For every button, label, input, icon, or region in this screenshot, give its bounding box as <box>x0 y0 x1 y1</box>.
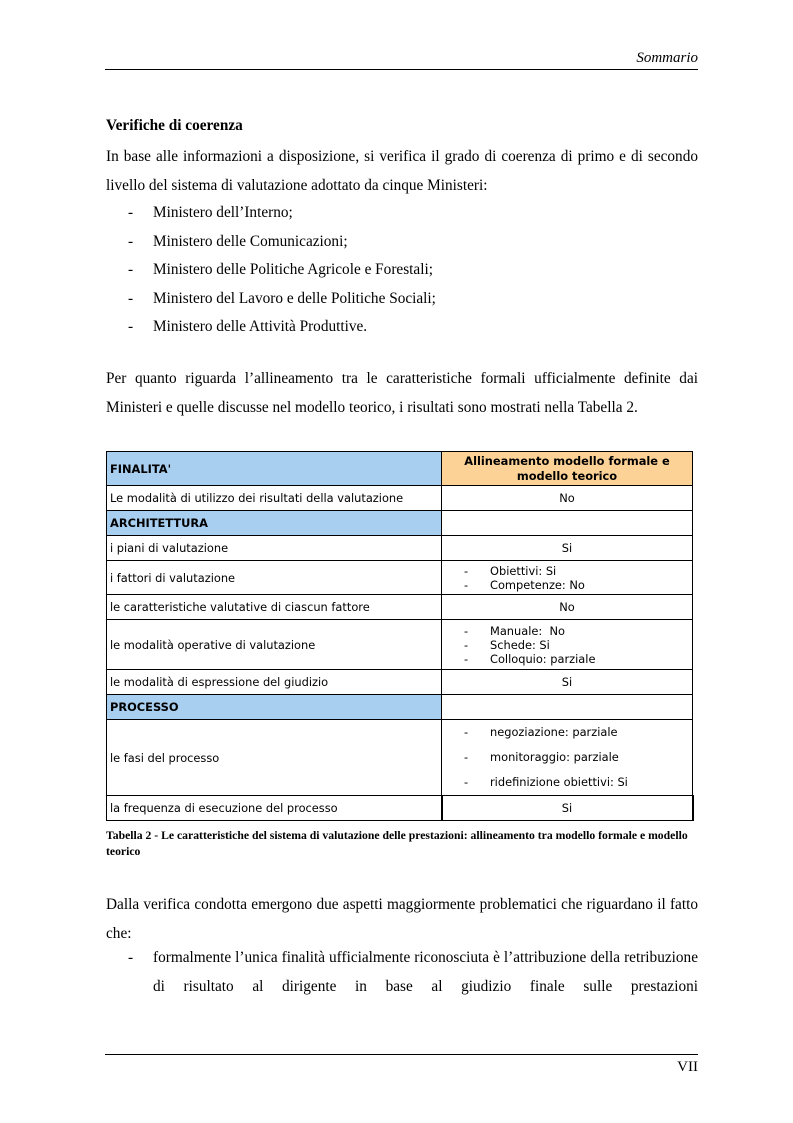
value-dash: - <box>464 750 469 764</box>
list-dash: - <box>128 318 134 336</box>
row-value: Si <box>442 670 693 695</box>
conclusion-bullet-text: formalmente l’unica finalità ufficialmente riconosciuta è l’attribuzione della retribuzione di risultato al dirigente in base al giudizio finale sulle prestazioni <box>153 949 698 995</box>
value-item <box>464 745 689 770</box>
value-item <box>464 720 689 745</box>
list-dash: - <box>128 949 134 966</box>
value-dash: - <box>464 775 469 789</box>
value-item-text: monitoraggio: parziale <box>490 750 619 764</box>
header-finalita: FINALITA' <box>107 452 442 486</box>
row-label: le fasi del processo <box>107 720 442 796</box>
conclusion-paragraph: Dalla verifica condotta emergono due aspetti maggiormente problematici che riguardano il fatto che: <box>106 896 698 942</box>
list-item <box>106 313 698 342</box>
conclusion-list-item <box>106 943 698 1001</box>
value-dash: - <box>464 623 469 638</box>
list-item <box>106 228 698 257</box>
row-value-list <box>442 720 693 796</box>
value-dash: - <box>464 651 469 666</box>
row-value-empty <box>442 511 693 536</box>
list-item <box>106 256 698 285</box>
section-label: ARCHITETTURA <box>107 511 442 536</box>
table-row <box>107 561 693 595</box>
row-label: la frequenza di esecuzione del processo <box>107 796 442 821</box>
value-item-text: negoziazione: parziale <box>490 725 618 739</box>
page-number: VII <box>677 1059 698 1075</box>
table-row <box>107 796 693 821</box>
row-label: i piani di valutazione <box>107 536 442 561</box>
value-dash: - <box>464 563 469 578</box>
list-dash: - <box>128 232 134 250</box>
list-item <box>106 285 698 314</box>
row-label: Le modalità di utilizzo dei risultati della valutazione <box>107 486 442 511</box>
list-dash: - <box>128 204 134 221</box>
value-dash: - <box>464 637 469 652</box>
list-item-text: Ministero delle Politiche Agricole e Forestali; <box>153 261 433 279</box>
row-value-list <box>442 620 693 670</box>
row-value: Si <box>442 536 693 561</box>
section-row-architettura <box>107 511 693 536</box>
table-caption: Tabella 2 - Le caratteristiche del sistema di valutazione delle prestazioni: allineamento tra modello formale e modello teorico <box>106 829 688 858</box>
row-value: Si <box>442 796 693 821</box>
row-value: No <box>442 595 693 620</box>
value-item <box>464 770 689 795</box>
table-header-row <box>107 452 693 486</box>
alignment-paragraph: Per quanto riguarda l’allineamento tra le caratteristiche formali ufficialmente definite dai Ministeri e quelle discusse nel modello teorico, i risultati sono mostrati nella Tabella 2. <box>106 370 698 416</box>
row-label: le modalità operative di valutazione <box>107 620 442 670</box>
row-value-empty <box>442 695 693 720</box>
ministries-list <box>106 199 698 342</box>
table-row <box>107 720 693 796</box>
value-item-text: Schede: Si <box>490 637 550 652</box>
value-dash: - <box>464 725 469 739</box>
value-item-text: Manuale: No <box>490 623 565 638</box>
table-row <box>107 595 693 620</box>
value-dash: - <box>464 577 469 592</box>
value-item <box>464 624 689 638</box>
running-header: Sommario <box>636 50 698 66</box>
row-value-list <box>442 561 693 595</box>
list-item <box>106 199 698 228</box>
footer-divider <box>105 1054 698 1055</box>
list-dash: - <box>128 261 134 279</box>
value-item-text: Colloquio: parziale <box>490 651 596 666</box>
value-item <box>464 638 689 652</box>
value-item-text: ridefinizione obiettivi: Si <box>490 775 628 789</box>
list-item-text: Ministero delle Comunicazioni; <box>153 232 348 250</box>
list-item-text: Ministero del Lavoro e delle Politiche Sociali; <box>153 289 436 307</box>
list-item-text: Ministero dell’Interno; <box>153 204 293 221</box>
intro-paragraph: In base alle informazioni a disposizione, si verifica il grado di coerenza di primo e di secondo livello del sistema di valutazione adottato da cinque Ministeri: <box>106 148 698 194</box>
header-divider <box>105 69 698 70</box>
row-label: le caratteristiche valutative di ciascun fattore <box>107 595 442 620</box>
header-alignment: Allineamento modello formale e modello teorico <box>442 452 693 486</box>
row-label: le modalità di espressione del giudizio <box>107 670 442 695</box>
value-item-text: Competenze: No <box>490 577 585 592</box>
table-row <box>107 670 693 695</box>
table-row <box>107 536 693 561</box>
section-row-processo <box>107 695 693 720</box>
section-label: PROCESSO <box>107 695 442 720</box>
row-label: i fattori di valutazione <box>107 561 442 595</box>
value-item-text: Obiettivi: Si <box>490 563 557 578</box>
value-item <box>464 578 689 592</box>
value-item <box>464 564 689 578</box>
table-row <box>107 620 693 670</box>
alignment-table <box>106 451 694 821</box>
value-item <box>464 652 689 666</box>
section-heading: Verifiche di coerenza <box>106 117 243 134</box>
list-item-text: Ministero delle Attività Produttive. <box>153 318 368 336</box>
list-dash: - <box>128 289 134 307</box>
table-row <box>107 486 693 511</box>
row-value: No <box>442 486 693 511</box>
